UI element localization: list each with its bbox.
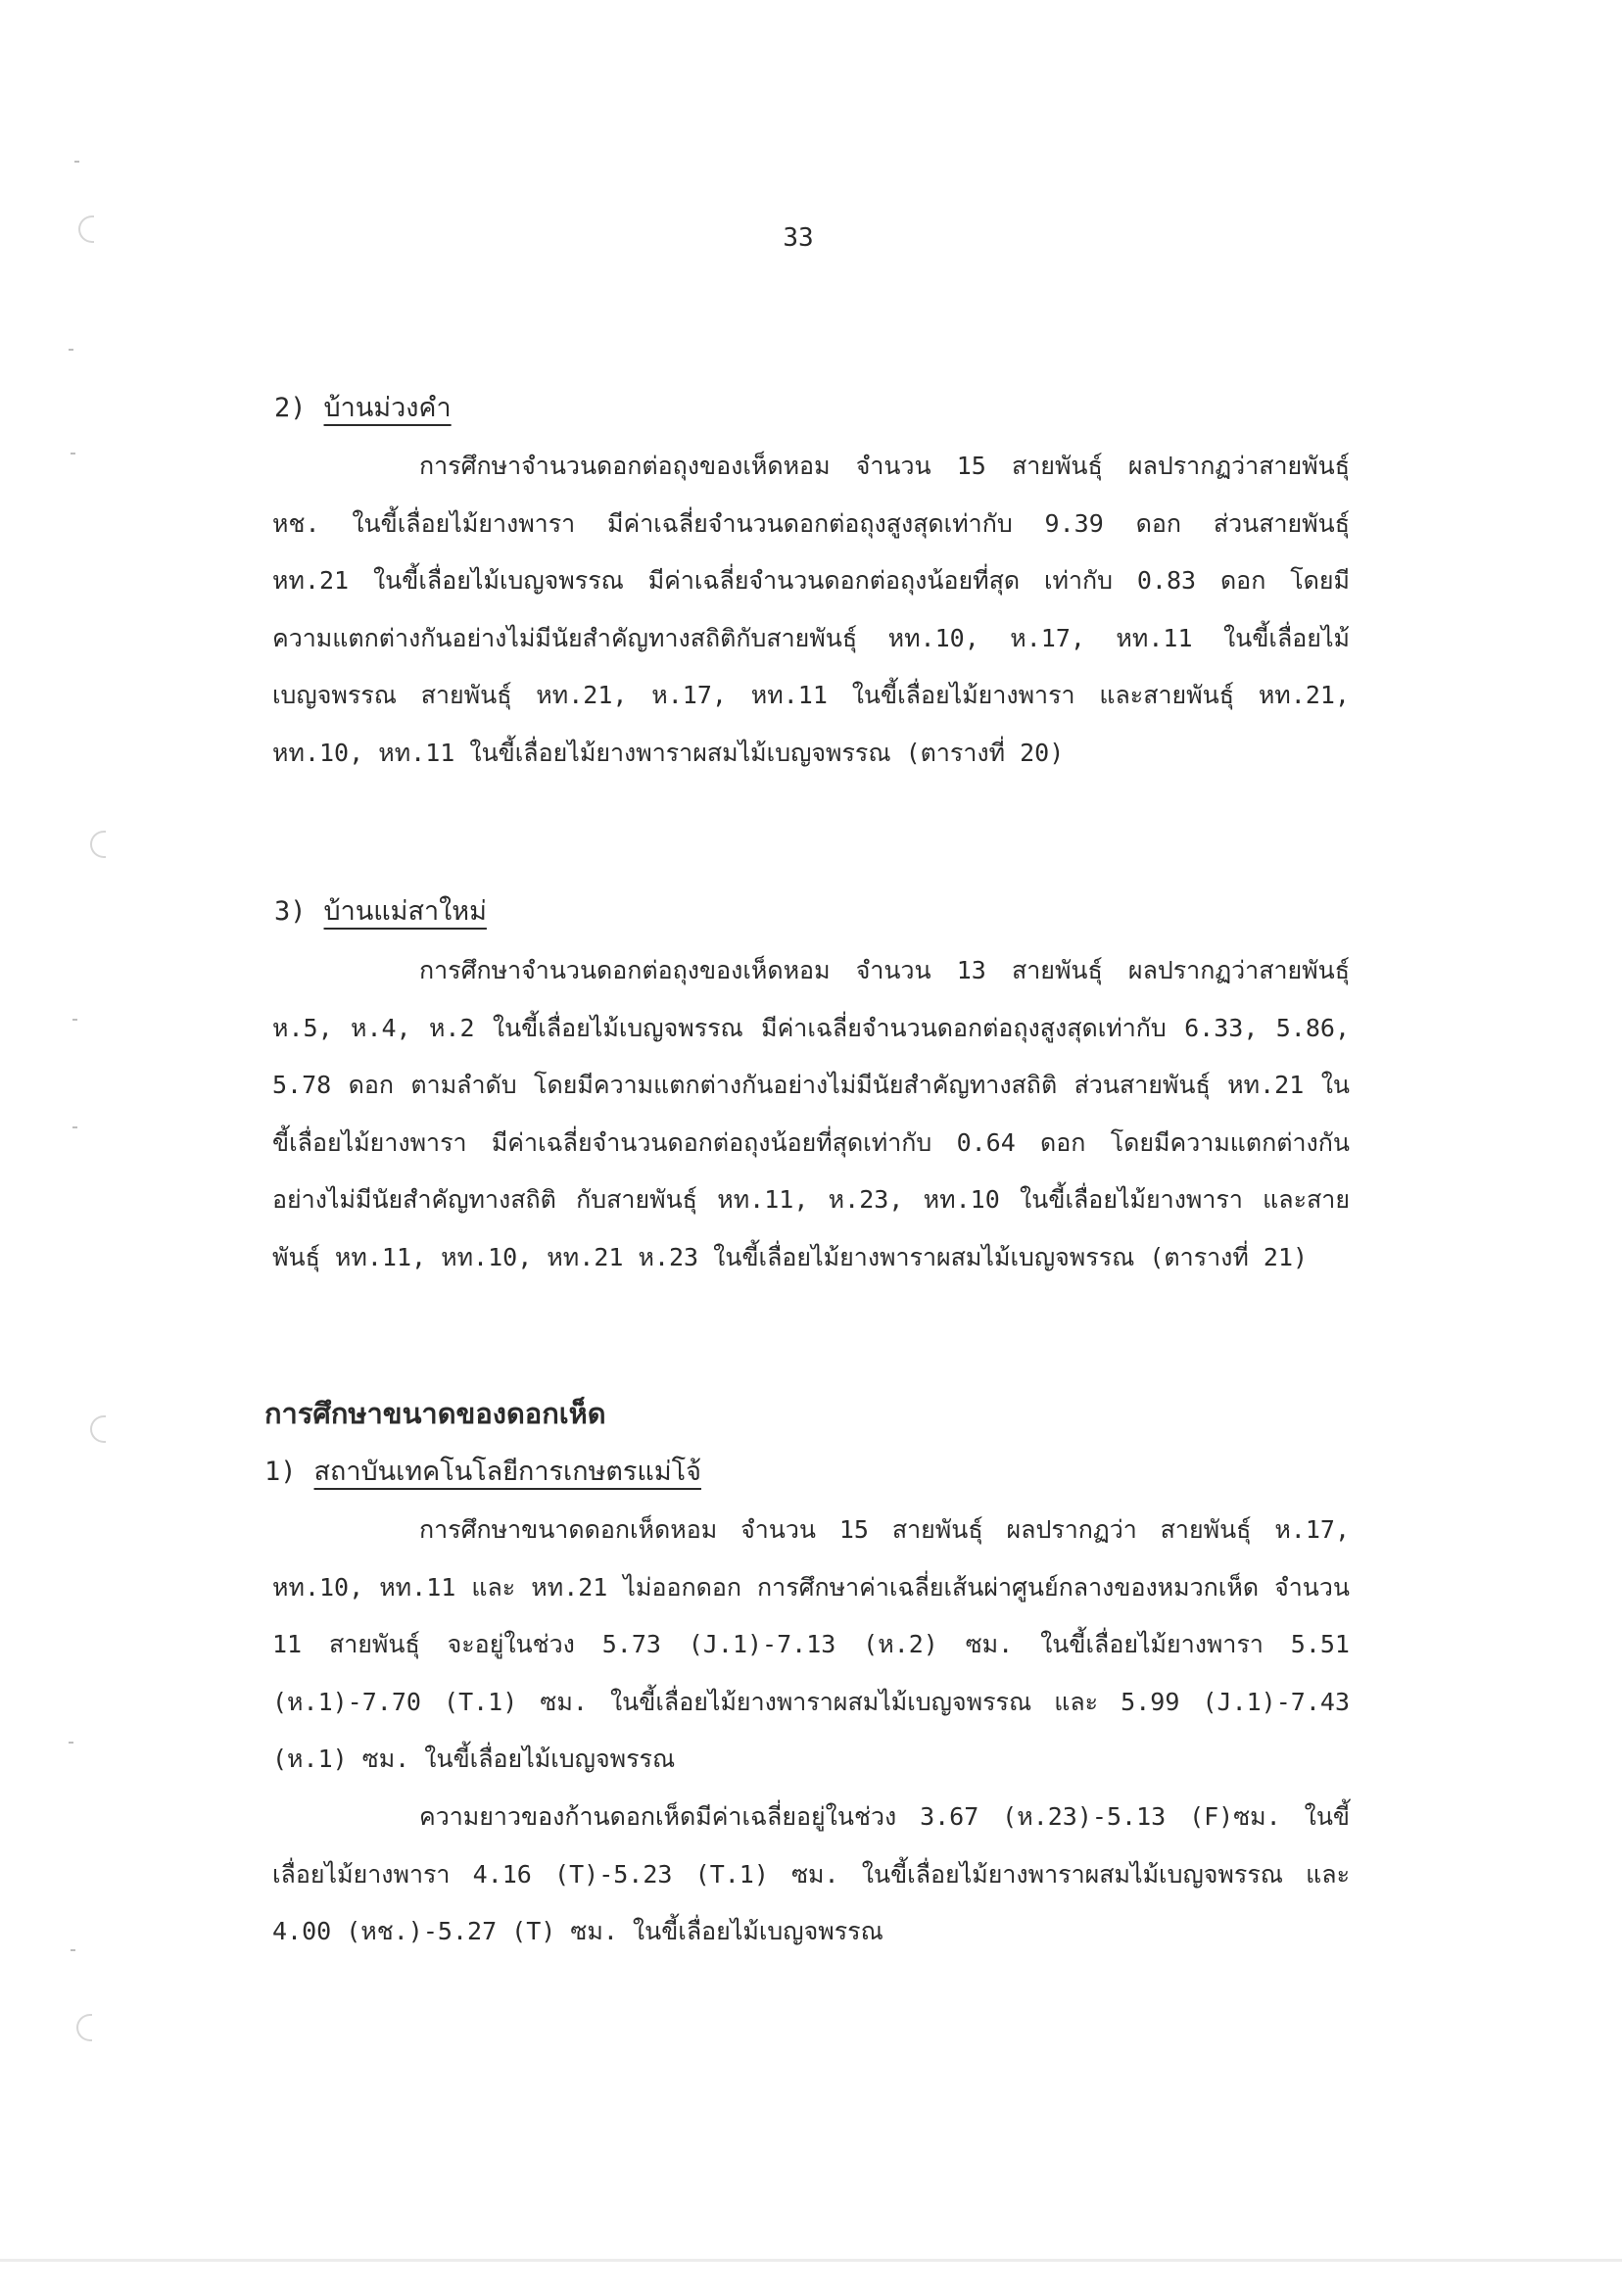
subsection-heading [264,1450,701,1492]
main-heading: การศึกษาขนาดของดอกเห็ด [264,1397,606,1430]
subsection-paragraph: การศึกษาขนาดดอกเห็ดหอม จำนวน 15 สายพันธุ์ ผลปรากฏว่า สายพันธุ์ ห.17, หท.10, หท.11 และ หท.21 ไม่ออกดอก การศึกษาค่าเฉลี่ยเส้นผ่าศูนย์กลางของหมวกเห็ด จำนวน 11 สายพันธุ์ จะอยู่ในช่วง 5.73 (J.1)-7.13 (ห.2) ซม. ในขี้เลื่อยไม้ยางพารา 5.51 (ห.1)-7.70 (T.1) ซม. ในขี้เลื่อยไม้ยางพาราผสมไม้เบญจพรรณ และ 5.99 (J.1)-7.43 (ห.1) ซม. ในขี้เลื่อยไม้เบญจพรรณ [272,1515,1350,1773]
section-heading [274,889,487,932]
section-heading [274,386,452,428]
scan-speck [72,1019,77,1021]
scan-speck [74,161,79,163]
binder-hole-mark [90,1415,106,1443]
section-paragraph: การศึกษาจำนวนดอกต่อถุงของเห็ดหอม จำนวน 15 สายพันธุ์ ผลปรากฏว่าสายพันธุ์ หช. ในขี้เลื่อยไม้ยางพารา มีค่าเฉลี่ยจำนวนดอกต่อถุงสูงสุดเท่ากับ 9.39 ดอก ส่วนสายพันธุ์ หท.21 ในขี้เลื่อยไม้เบญจพรรณ มีค่าเฉลี่ยจำนวนดอกต่อถุงน้อยที่สุด เท่ากับ 0.83 ดอก โดยมีความแตกต่างกันอย่างไม่มีนัยสำคัญทางสถิติกับสายพันธุ์ หท.10, ห.17, หท.11 ในขี้เลื่อยไม้เบญจพรรณ สายพันธุ์ หท.21, ห.17, หท.11 ในขี้เลื่อยไม้ยางพารา และสายพันธุ์ หท.21, หท.10, หท.11 ในขี้เลื่อยไม้ยางพาราผสมไม้เบญจพรรณ (ตารางที่ 20) [272,452,1350,767]
section-paragraph: การศึกษาจำนวนดอกต่อถุงของเห็ดหอม จำนวน 13 สายพันธุ์ ผลปรากฏว่าสายพันธุ์ ห.5, ห.4, ห.2 ในขี้เลื่อยไม้เบญจพรรณ มีค่าเฉลี่ยจำนวนดอกต่อถุงสูงสุดเท่ากับ 6.33, 5.86, 5.78 ดอก ตามลำดับ โดยมีความแตกต่างกันอย่างไม่มีนัยสำคัญทางสถิติ ส่วนสายพันธุ์ หท.21 ในขี้เลื่อยไม้ยางพารา มีค่าเฉลี่ยจำนวนดอกต่อถุงน้อยที่สุดเท่ากับ 0.64 ดอก โดยมีความแตกต่างกันอย่างไม่มีนัยสำคัญทางสถิติ กับสายพันธุ์ หท.11, ห.23, หท.10 ในขี้เลื่อยไม้ยางพารา และสายพันธุ์ หท.11, หท.10, หท.21 ห.23 ในขี้เลื่อยไม้ยางพาราผสมไม้เบญจพรรณ (ตารางที่ 21) [272,956,1350,1271]
scan-speck [71,453,75,454]
scan-speck [69,349,73,351]
scan-speck [69,1742,73,1744]
subsection-number: 1) [264,1457,297,1487]
binder-hole-mark [90,831,106,858]
scan-edge-line [0,2259,1622,2262]
section-title: บ้านม่วงคำ [323,393,452,423]
section-title: บ้านแม่สาใหม่ [323,896,487,927]
subsection-title: สถาบันเทคโนโลยีการเกษตรแม่โจ้ [313,1457,701,1487]
binder-hole-mark [76,2014,92,2041]
scan-speck [72,1126,77,1128]
page-number: 33 [783,223,814,253]
section-number: 3) [274,896,307,927]
section-number: 2) [274,393,307,423]
scan-speck [71,1949,75,1951]
subsection-paragraph: ความยาวของก้านดอกเห็ดมีค่าเฉลี่ยอยู่ในช่วง 3.67 (ห.23)-5.13 (F)ซม. ในขี้เลื่อยไม้ยางพารา 4.16 (T)-5.23 (T.1) ซม. ในขี้เลื่อยไม้ยางพาราผสมไม้เบญจพรรณ และ 4.00 (หช.)-5.27 (T) ซม. ในขี้เลื่อยไม้เบญจพรรณ [272,1802,1350,1945]
